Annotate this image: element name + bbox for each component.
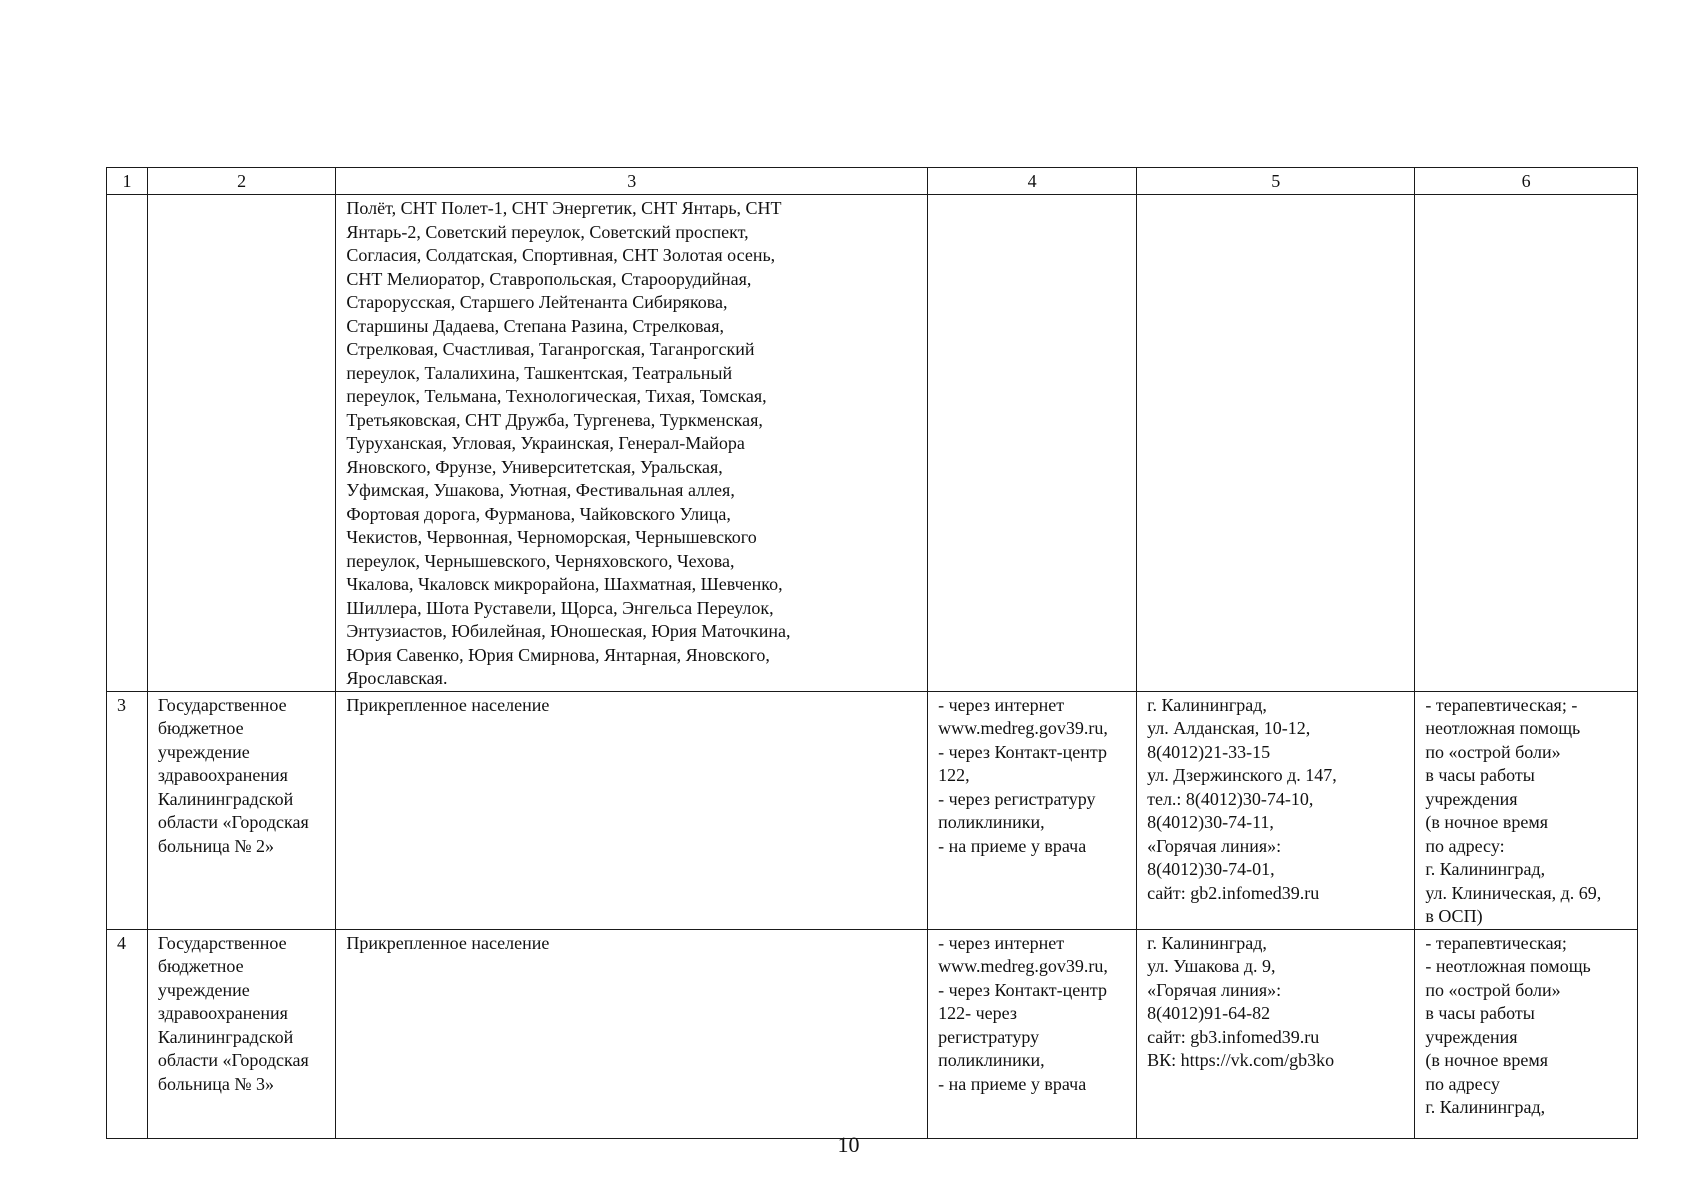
- care-cell: [1415, 929, 1638, 1138]
- streets-list: Прикрепленное население: [346, 932, 550, 953]
- streets-list: Полёт, СНТ Полет-1, СНТ Энергетик, СНТ Янтарь, СНТ Янтарь-2, Советский переулок, Советский проспект, Согласия, Солдатская, Спортивная, СНТ Золотая осень, СНТ Мелиоратор, Ставропольская, Староорудийная, Старорусская, Старшего Лейтенанта Сибирякова, Старшины Дадаева, Степана Разина, Стрелковая, Стрелковая, Счастливая, Таганрогская, Таганрогский переулок, Талалихина, Ташкентская, Театральный переулок, Тельмана, Технологическая, Тихая, Томская, Третьяковская, СНТ Дружба, Тургенева, Туркменская, Туруханская, Угловая, Украинская, Генерал-Майора Яновского, Фрунзе, Университетская, Уральская, Уфимская, Ушакова, Уютная, Фестивальная аллея, Фортовая дорога, Фурманова, Чайковского Улица, Чекистов, Червонная, Черноморская, Чернышевского переулок, Чернышевского, Черняховского, Чехова, Чкалова, Чкаловск микрорайона, Шахматная, Шевченко, Шиллера, Шота Руставели, Щорса, Энгельса Переулок, Энтузиастов, Юбилейная, Юношеская, Юрия Маточкина, Юрия Савенко, Юрия Смирнова, Янтарная, Яновского, Ярославская.: [346, 198, 791, 688]
- enrollment-cell: [928, 929, 1137, 1138]
- streets-cell: [336, 195, 928, 692]
- organization-name: Государственное бюджетное учреждение здравоохранения Калининградской области «Городская больница № 3»: [157, 932, 309, 1094]
- streets-list: Прикрепленное население: [346, 694, 550, 715]
- address-cell: [1137, 691, 1415, 929]
- care-cell: [1415, 691, 1638, 929]
- contact-address: г. Калининград, ул. Алданская, 10-12, 8(4012)21-33-15 ул. Дзержинского д. 147, тел.: 8(4012)30-74-10, 8(4012)30-74-11, «Горячая линия»: 8(4012)30-74-01, сайт: gb2.infomed39.ru: [1147, 694, 1337, 903]
- column-number-6: 6: [1415, 168, 1638, 195]
- streets-cell: [336, 929, 928, 1138]
- organization-name: Государственное бюджетное учреждение здравоохранения Калининградской области «Городская больница № 2»: [157, 694, 309, 856]
- organization-cell: [147, 691, 336, 929]
- enrollment-cell: [928, 195, 1137, 692]
- column-number-1: 1: [107, 168, 148, 195]
- care-cell: [1415, 195, 1638, 692]
- column-number-5: 5: [1137, 168, 1415, 195]
- column-number-4: 4: [928, 168, 1137, 195]
- care-types: - терапевтическая; - неотложная помощь по «острой боли» в часы работы учреждения (в ночное время по адресу: г. Калининград, ул. Клиническая, д. 69, в ОСП): [1425, 694, 1602, 926]
- address-cell: [1137, 195, 1415, 692]
- table-row: [107, 195, 1638, 692]
- table-row: [107, 929, 1638, 1138]
- medical-institutions-table: [106, 167, 1638, 1139]
- row-number-cell: [107, 691, 148, 929]
- row-number: 3: [117, 694, 126, 715]
- column-number-3: 3: [336, 168, 928, 195]
- organization-cell: [147, 195, 336, 692]
- contact-address: г. Калининград, ул. Ушакова д. 9, «Горячая линия»: 8(4012)91-64-82 сайт: gb3.infomed39.ru ВК: https://vk.com/gb3ko: [1147, 932, 1335, 1070]
- column-number-2: 2: [147, 168, 336, 195]
- streets-cell: [336, 691, 928, 929]
- page-number: 10: [837, 1132, 860, 1157]
- enrollment-cell: [928, 691, 1137, 929]
- enrollment-methods: - через интернет www.medreg.gov39.ru, - через Контакт-центр 122- через регистратуру поликлиники, - на приеме у врача: [938, 932, 1108, 1094]
- table-row: [107, 691, 1638, 929]
- care-types: - терапевтическая; - неотложная помощь по «острой боли» в часы работы учреждения (в ночное время по адресу г. Калининград,: [1425, 932, 1591, 1117]
- row-number: 4: [117, 932, 126, 953]
- organization-cell: [147, 929, 336, 1138]
- address-cell: [1137, 929, 1415, 1138]
- enrollment-methods: - через интернет www.medreg.gov39.ru, - через Контакт-центр 122, - через регистратуру поликлиники, - на приеме у врача: [938, 694, 1108, 856]
- row-number-cell: [107, 195, 148, 692]
- table-header-row: [107, 168, 1638, 195]
- row-number-cell: [107, 929, 148, 1138]
